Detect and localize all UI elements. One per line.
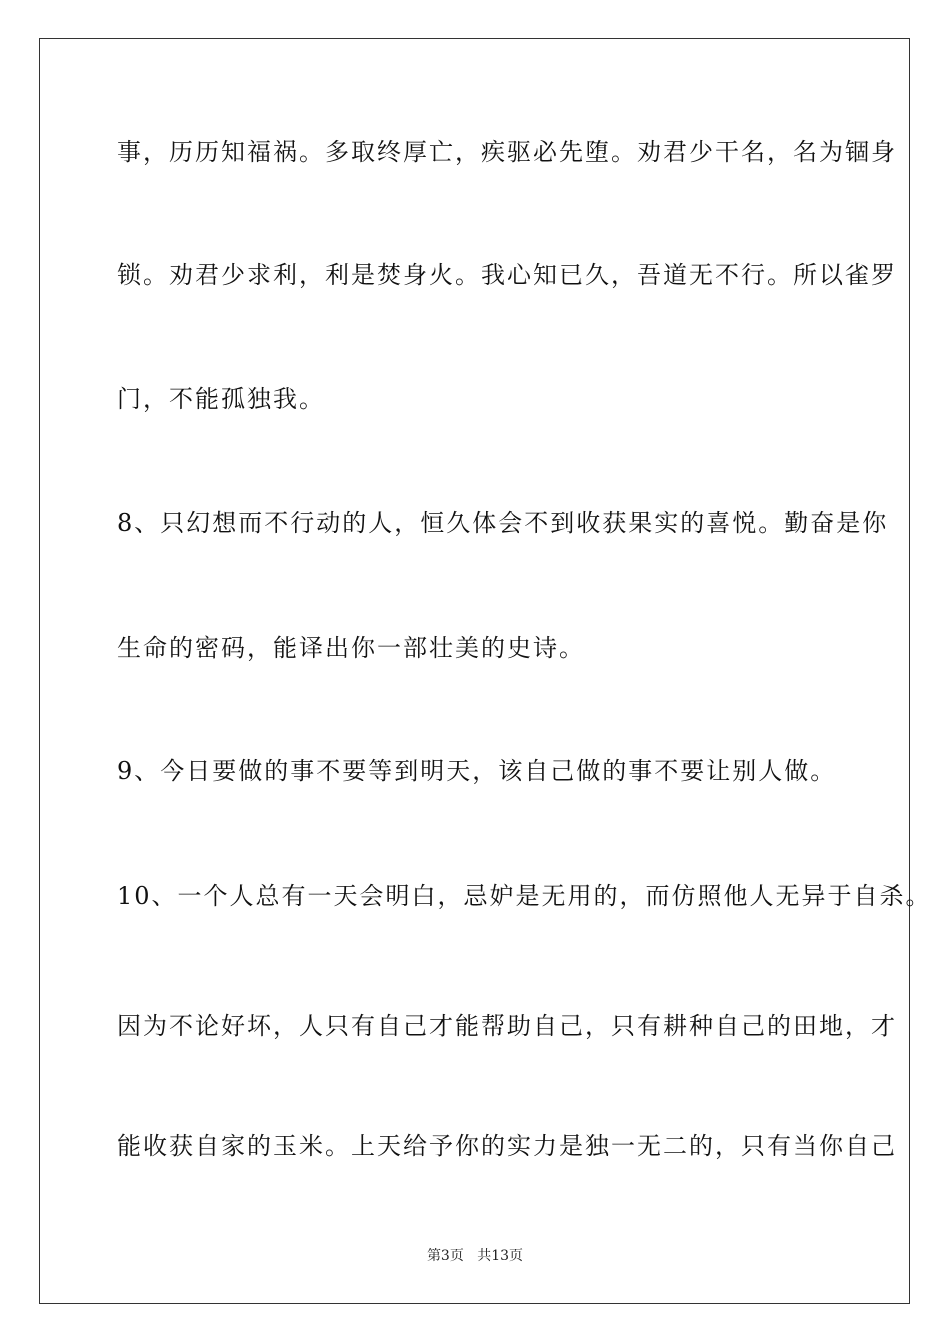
page-footer [0, 1247, 950, 1265]
text-line: 因为不论好坏，人只有自己才能帮助自己，只有耕种自己的田地，才 [117, 1012, 897, 1040]
text-line: 事，历历知福祸。多取终厚亡，疾驱必先堕。劝君少干名，名为锢身 [117, 138, 897, 166]
text-line: 9、今日要做的事不要等到明天，该自己做的事不要让别人做。 [117, 757, 837, 785]
text-line: 锁。劝君少求利，利是焚身火。我心知已久，吾道无不行。所以雀罗 [117, 261, 897, 289]
text-line: 门，不能孤独我。 [117, 385, 325, 413]
text-line: 10、一个人总有一天会明白，忌妒是无用的，而仿照他人无异于自杀。 [117, 882, 932, 910]
text-line: 生命的密码，能译出你一部壮美的史诗。 [117, 634, 585, 662]
page-number: 第3页 [426, 1248, 464, 1264]
text-line: 能收获自家的玉米。上天给予你的实力是独一无二的，只有当你自己 [117, 1132, 897, 1160]
page-frame [39, 38, 932, 1304]
page-total: 共13页 [477, 1248, 524, 1264]
text-line: 8、只幻想而不行动的人，恒久体会不到收获果实的喜悦。勤奋是你 [117, 509, 889, 537]
